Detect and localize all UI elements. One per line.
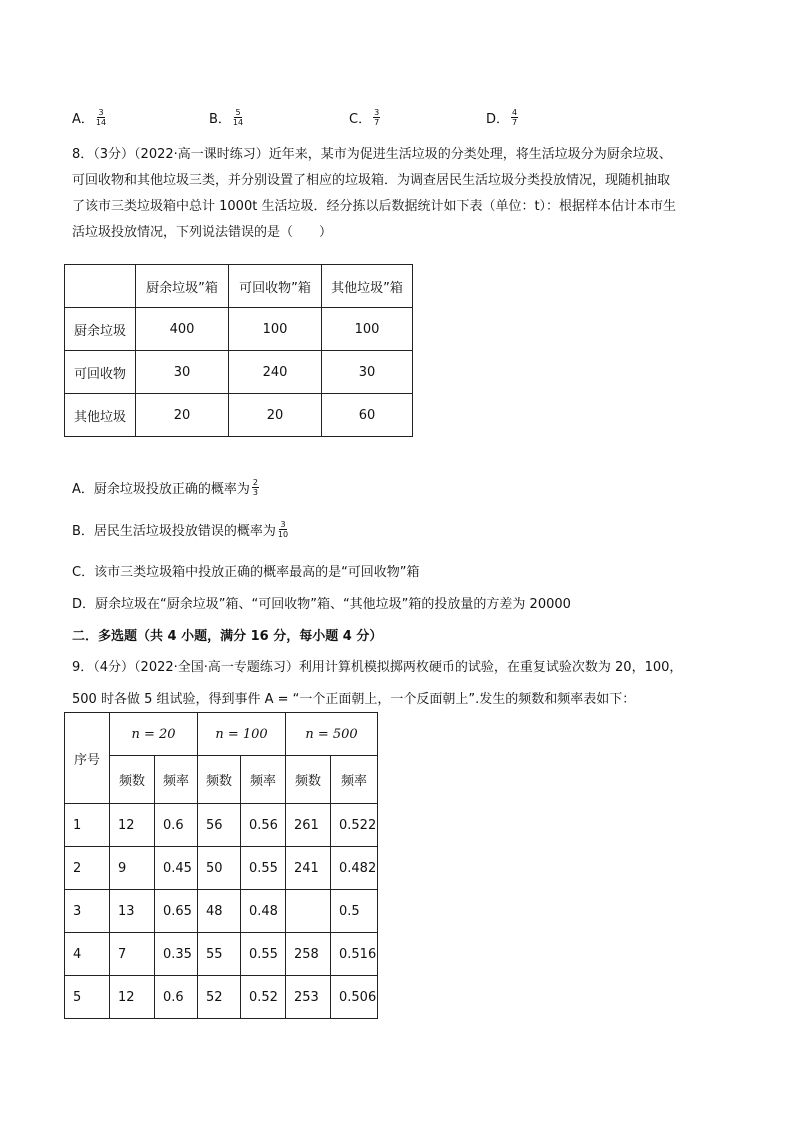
q8-stem: 8．（3分）（2022·高一课时练习）近年来，某市为促进生活垃圾的分类处理，将生活垃圾分为厨余垃圾、 可回收物和其他垃圾三类，并分别设置了相应的垃圾箱．为调查居民生活垃圾分类投放情况，现随机抽取 了该市三类垃圾箱中总计 1000t 生活垃圾．经分拣以后数据统计如下表（单位：t）：根据样本估计本市生 活垃圾投放情况，下列说法错误的是（ ） (72, 147, 677, 240)
fraction: $\frac{3}{10}$ (277, 520, 289, 539)
fraction: $\frac{2}{3}$ (252, 478, 258, 497)
table-row: 1 12 0.6 56 0.56 261 0.522 (65, 804, 378, 847)
q7-option-a: A． $\frac{3}{14}$ (72, 108, 107, 127)
q8-table (64, 264, 413, 437)
q7-options (72, 108, 632, 130)
fraction: $\frac{3}{7}$ (374, 108, 380, 127)
q9-stem-line1: 9．（4分）（2022·全国·高一专题练习）利用计算机模拟掷两枚硬币的试验，在重复试验次数为 20，100， (72, 660, 683, 675)
section-heading: 二．多选题（共 4 小题，满分 16 分，每小题 4 分） (72, 629, 383, 644)
table-row: 2 9 0.45 50 0.55 241 0.482 (65, 847, 378, 890)
table-row: 4 7 0.35 55 0.55 258 0.516 (65, 933, 378, 976)
table-row: 厨余垃圾 400 100 100 (65, 308, 413, 351)
table-header-row: 厨余垃圾”箱 可回收物”箱 其他垃圾”箱 (65, 265, 413, 308)
q8-choice-a: A．厨余垃圾投放正确的概率为 $\frac{2}{3}$ (72, 478, 258, 497)
q9-stem-line2: 500 时各做 5 组试验，得到事件 A = “一个正面朝上，一个反面朝上”.发生的频数和频率表如下： (72, 692, 636, 707)
table-row: 5 12 0.6 52 0.52 253 0.506 (65, 976, 378, 1019)
table-subheader-row: 频数 频率 频数 频率 频数 频率 (65, 756, 378, 804)
q7-option-d: D． $\frac{4}{7}$ (486, 108, 518, 127)
table-row: 其他垃圾 20 20 60 (65, 394, 413, 437)
table-row: 3 13 0.65 48 0.48 0.5 (65, 890, 378, 933)
fraction: $\frac{3}{14}$ (95, 108, 107, 127)
q8-choice-b: B．居民生活垃圾投放错误的概率为 $\frac{3}{10}$ (72, 520, 289, 539)
fraction: $\frac{4}{7}$ (512, 108, 518, 127)
q8-choice-c: C．该市三类垃圾箱中投放正确的概率最高的是“可回收物”箱 (72, 565, 420, 580)
fraction: $\frac{5}{14}$ (232, 108, 244, 127)
q7-option-b: B． $\frac{5}{14}$ (209, 108, 244, 127)
q8-choice-d: D．厨余垃圾在“厨余垃圾”箱、“可回收物”箱、“其他垃圾”箱的投放量的方差为 20000 (72, 597, 571, 612)
table-row: 可回收物 30 240 30 (65, 351, 413, 394)
q7-option-c: C． $\frac{3}{7}$ (349, 108, 380, 127)
table-header-row: 序号 n = 20 n = 100 n = 500 (65, 713, 378, 756)
q9-table (64, 712, 378, 1019)
